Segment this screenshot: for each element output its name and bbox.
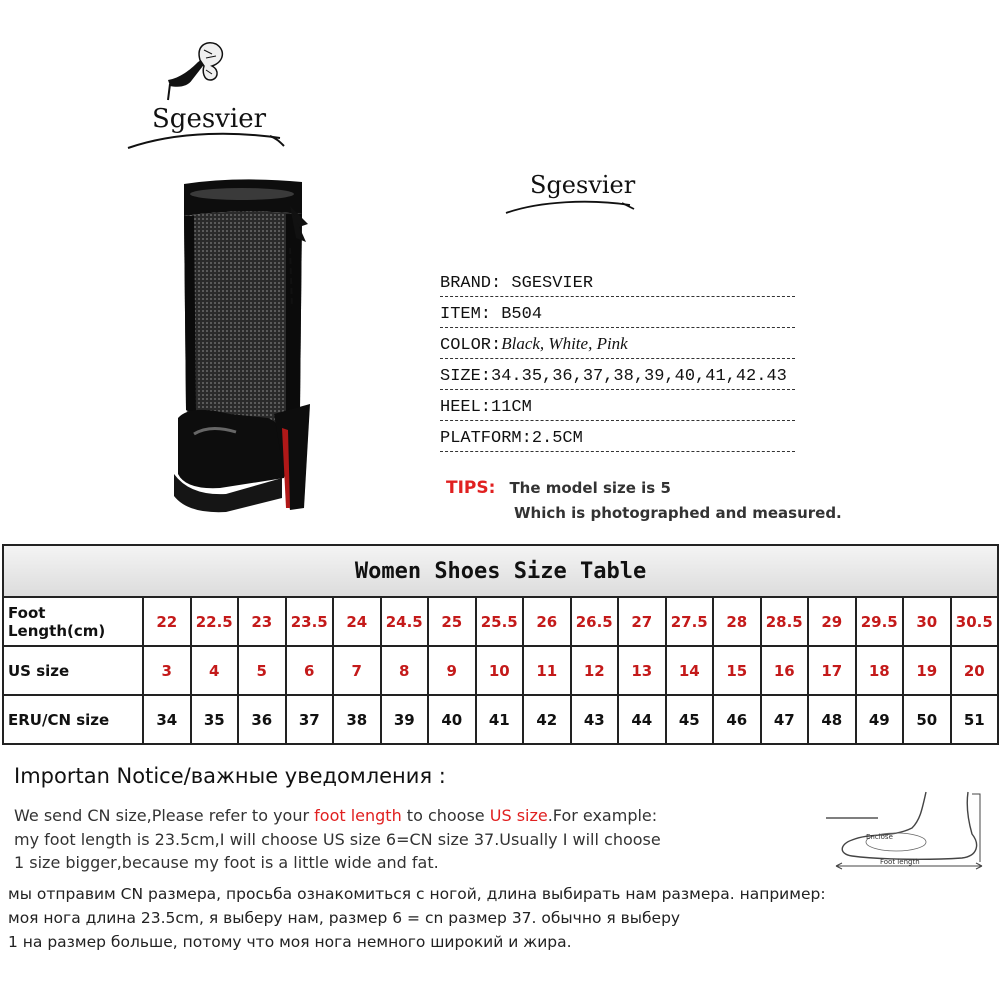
spec-brand: [440, 266, 795, 297]
table-cell: 6: [286, 646, 334, 695]
foot-outline-icon: [822, 790, 992, 880]
table-cell: 28: [713, 597, 761, 646]
tips-line1: The model size is 5: [509, 479, 671, 497]
table-cell: 24: [333, 597, 381, 646]
spec-color-text: [440, 334, 628, 355]
notice-text: to choose: [401, 806, 490, 825]
table-cell: 50: [903, 695, 951, 744]
notice-highlight: US size: [489, 806, 548, 825]
table-cell: 9: [428, 646, 476, 695]
tips-note: [446, 478, 842, 522]
table-cell: 28.5: [761, 597, 809, 646]
notice-ru-line1: мы отправим CN размера, просьба ознакомиться с ногой, длина выбирать нам размера. например:: [8, 885, 826, 903]
row-label: Foot Length(cm): [3, 597, 143, 646]
table-cell: 11: [523, 646, 571, 695]
table-cell: 5: [238, 646, 286, 695]
table-cell: 37: [286, 695, 334, 744]
brand-name-small: Sgesvier: [530, 171, 636, 199]
table-cell: 40: [428, 695, 476, 744]
table-cell: 8: [381, 646, 429, 695]
table-cell: 35: [191, 695, 239, 744]
notice-title: Importan Notice/важные уведомления :: [14, 764, 446, 788]
table-row-foot-length: [3, 597, 998, 646]
table-cell: 25.5: [476, 597, 524, 646]
notice-en-line1: [14, 804, 661, 828]
spec-platform-text: PLATFORM:2.5CM: [440, 429, 583, 448]
table-cell: 23: [238, 597, 286, 646]
size-table: [2, 544, 999, 745]
table-cell: 19: [903, 646, 951, 695]
spec-item-text: ITEM: B504: [440, 305, 543, 324]
spec-item: [440, 297, 795, 328]
table-cell: 44: [618, 695, 666, 744]
table-cell: 34: [143, 695, 191, 744]
table-cell: 29: [808, 597, 856, 646]
table-cell: 39: [381, 695, 429, 744]
row-label: US size: [3, 646, 143, 695]
table-cell: 26.5: [571, 597, 619, 646]
table-cell: 48: [808, 695, 856, 744]
table-cell: 10: [476, 646, 524, 695]
table-row-eu-cn-size: [3, 695, 998, 744]
table-cell: 22.5: [191, 597, 239, 646]
table-cell: 18: [856, 646, 904, 695]
notice-russian: [8, 882, 826, 954]
table-cell: 41: [476, 695, 524, 744]
table-cell: 29.5: [856, 597, 904, 646]
table-cell: 14: [666, 646, 714, 695]
notice-highlight: foot length: [314, 806, 402, 825]
spec-brand-text: BRAND: SGESVIER: [440, 274, 594, 293]
brand-logo-small: [500, 165, 650, 225]
table-cell: 30: [903, 597, 951, 646]
table-cell: 46: [713, 695, 761, 744]
foot-measure-diagram: [822, 790, 992, 880]
notice-english: [14, 804, 661, 875]
table-cell: 22: [143, 597, 191, 646]
table-cell: 15: [713, 646, 761, 695]
notice-ru-line3: 1 на размер больше, потому что моя нога немного широкий и жира.: [8, 933, 572, 951]
table-cell: 3: [143, 646, 191, 695]
table-cell: 20: [951, 646, 999, 695]
boot-image: [150, 178, 350, 518]
spec-size-text: SIZE:34.35,36,37,38,39,40,41,42.43: [440, 367, 787, 386]
notice-text: We send CN size,Please refer to your: [14, 806, 315, 825]
tips-line2: Which is photographed and measured.: [514, 504, 842, 522]
table-cell: 7: [333, 646, 381, 695]
size-table-title: Women Shoes Size Table: [3, 545, 998, 597]
spec-heel-text: HEEL:11CM: [440, 398, 532, 417]
table-row-us-size: [3, 646, 998, 695]
table-cell: 36: [238, 695, 286, 744]
spec-color-label: COLOR:: [440, 336, 502, 355]
notice-en-line2: my foot length is 23.5cm,I will choose US size 6=CN size 37.Usually I will choose: [14, 829, 661, 849]
notice-en-line3: 1 size bigger,because my foot is a little wide and fat.: [14, 853, 439, 872]
notice-ru-line2: моя нога длина 23.5cm, я выберу нам, размер 6 = cn размер 37. обычно я выберу: [8, 909, 681, 927]
table-cell: 12: [571, 646, 619, 695]
table-cell: 42: [523, 695, 571, 744]
spec-size: [440, 359, 795, 390]
table-cell: 27: [618, 597, 666, 646]
table-cell: 47: [761, 695, 809, 744]
table-cell: 51: [951, 695, 999, 744]
table-cell: 30.5: [951, 597, 999, 646]
table-cell: 49: [856, 695, 904, 744]
table-cell: 16: [761, 646, 809, 695]
spec-heel: [440, 390, 795, 421]
row-label: ERU/CN size: [3, 695, 143, 744]
table-cell: 26: [523, 597, 571, 646]
brand-logo: [120, 40, 290, 160]
heel-butterfly-icon: [120, 40, 290, 160]
brand-name-top: Sgesvier: [152, 104, 267, 134]
knee-high-boot-icon: [150, 178, 350, 518]
table-cell: 4: [191, 646, 239, 695]
enclose-label: Enclose: [866, 833, 893, 841]
table-cell: 17: [808, 646, 856, 695]
notice-text: .For example:: [547, 806, 658, 825]
table-cell: 43: [571, 695, 619, 744]
table-cell: 38: [333, 695, 381, 744]
spec-platform: [440, 421, 795, 452]
table-cell: 27.5: [666, 597, 714, 646]
spec-color-value: Black, White, Pink: [501, 334, 628, 353]
spec-color: [440, 328, 795, 359]
table-cell: 23.5: [286, 597, 334, 646]
table-cell: 24.5: [381, 597, 429, 646]
table-cell: 25: [428, 597, 476, 646]
tips-label: TIPS:: [446, 478, 496, 498]
table-cell: 45: [666, 695, 714, 744]
table-cell: 13: [618, 646, 666, 695]
foot-length-label: Foot length: [880, 858, 920, 866]
product-specs: [440, 266, 795, 452]
